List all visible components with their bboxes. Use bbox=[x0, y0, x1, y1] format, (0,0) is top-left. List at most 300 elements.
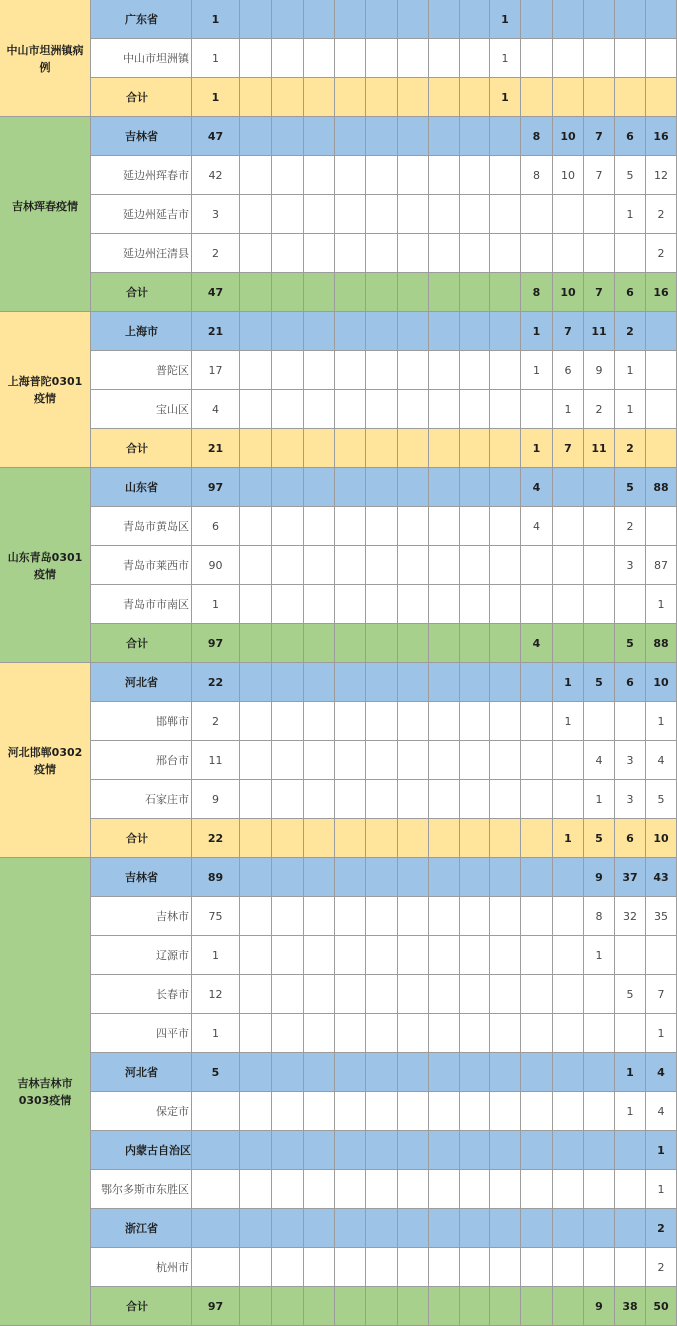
day-count-cell bbox=[490, 507, 521, 546]
day-count-cell bbox=[490, 195, 521, 234]
day-count-cell bbox=[615, 39, 646, 78]
day-count-cell bbox=[240, 1131, 272, 1170]
day-count-cell bbox=[240, 819, 272, 858]
day-count-cell: 7 bbox=[584, 117, 615, 156]
province-name: 吉林省 bbox=[91, 858, 192, 897]
day-count-cell bbox=[521, 780, 553, 819]
day-count-cell bbox=[304, 78, 335, 117]
day-count-cell bbox=[335, 741, 366, 780]
day-count-cell bbox=[460, 702, 490, 741]
day-count-cell bbox=[429, 1053, 460, 1092]
total-count-cell: 17 bbox=[192, 351, 240, 390]
day-count-cell bbox=[553, 858, 584, 897]
day-count-cell bbox=[460, 507, 490, 546]
day-count-cell bbox=[335, 663, 366, 702]
day-count-cell bbox=[553, 195, 584, 234]
day-count-cell bbox=[398, 624, 429, 663]
day-count-cell bbox=[460, 624, 490, 663]
day-count-cell bbox=[460, 1014, 490, 1053]
day-count-cell bbox=[584, 234, 615, 273]
day-count-cell bbox=[335, 897, 366, 936]
day-count-cell bbox=[304, 234, 335, 273]
day-count-cell bbox=[335, 1014, 366, 1053]
day-count-cell bbox=[429, 585, 460, 624]
day-count-cell bbox=[398, 585, 429, 624]
total-count-cell: 22 bbox=[192, 663, 240, 702]
total-count-cell: 12 bbox=[192, 975, 240, 1014]
day-count-cell bbox=[490, 312, 521, 351]
day-count-cell bbox=[584, 78, 615, 117]
day-count-cell bbox=[335, 351, 366, 390]
day-count-cell bbox=[240, 1248, 272, 1287]
day-count-cell bbox=[490, 741, 521, 780]
day-count-cell bbox=[490, 156, 521, 195]
total-count-cell bbox=[192, 1170, 240, 1209]
day-count-cell bbox=[429, 897, 460, 936]
day-count-cell bbox=[240, 1209, 272, 1248]
day-count-cell bbox=[366, 468, 398, 507]
day-count-cell bbox=[240, 663, 272, 702]
total-count-cell bbox=[192, 1131, 240, 1170]
day-count-cell: 1 bbox=[553, 819, 584, 858]
day-count-cell: 4 bbox=[646, 1092, 677, 1131]
day-count-cell bbox=[460, 585, 490, 624]
day-count-cell: 16 bbox=[646, 117, 677, 156]
day-count-cell: 5 bbox=[646, 780, 677, 819]
province-name: 河北省 bbox=[91, 663, 192, 702]
day-count-cell bbox=[490, 702, 521, 741]
day-count-cell bbox=[398, 741, 429, 780]
day-count-cell bbox=[615, 585, 646, 624]
area-name: 石家庄市 bbox=[91, 780, 192, 819]
day-count-cell: 8 bbox=[521, 273, 553, 312]
day-count-cell bbox=[460, 1131, 490, 1170]
day-count-cell: 2 bbox=[646, 1209, 677, 1248]
day-count-cell bbox=[521, 195, 553, 234]
day-count-cell: 2 bbox=[584, 390, 615, 429]
day-count-cell bbox=[553, 1287, 584, 1326]
day-count-cell bbox=[398, 234, 429, 273]
day-count-cell bbox=[460, 897, 490, 936]
day-count-cell bbox=[521, 234, 553, 273]
area-name: 青岛市市南区 bbox=[91, 585, 192, 624]
day-count-cell bbox=[646, 429, 677, 468]
day-count-cell bbox=[304, 1092, 335, 1131]
day-count-cell bbox=[615, 1131, 646, 1170]
day-count-cell bbox=[304, 1170, 335, 1209]
day-count-cell bbox=[460, 351, 490, 390]
day-count-cell bbox=[240, 429, 272, 468]
total-count-cell: 42 bbox=[192, 156, 240, 195]
day-count-cell: 6 bbox=[553, 351, 584, 390]
day-count-cell bbox=[553, 936, 584, 975]
day-count-cell bbox=[366, 585, 398, 624]
day-count-cell bbox=[553, 39, 584, 78]
day-count-cell bbox=[398, 195, 429, 234]
day-count-cell bbox=[521, 1170, 553, 1209]
day-count-cell: 7 bbox=[553, 312, 584, 351]
day-count-cell bbox=[304, 858, 335, 897]
day-count-cell bbox=[460, 975, 490, 1014]
day-count-cell: 1 bbox=[584, 780, 615, 819]
day-count-cell bbox=[240, 1287, 272, 1326]
day-count-cell bbox=[304, 507, 335, 546]
day-count-cell bbox=[584, 1131, 615, 1170]
day-count-cell bbox=[398, 78, 429, 117]
day-count-cell bbox=[490, 273, 521, 312]
day-count-cell bbox=[584, 702, 615, 741]
day-count-cell bbox=[335, 390, 366, 429]
group-name-cell: 上海普陀0301疫情 bbox=[0, 312, 91, 468]
day-count-cell: 7 bbox=[584, 273, 615, 312]
day-count-cell bbox=[521, 1053, 553, 1092]
day-count-cell bbox=[366, 1209, 398, 1248]
day-count-cell bbox=[272, 897, 304, 936]
day-count-cell bbox=[398, 819, 429, 858]
day-count-cell: 1 bbox=[584, 936, 615, 975]
day-count-cell: 88 bbox=[646, 468, 677, 507]
day-count-cell bbox=[398, 1053, 429, 1092]
day-count-cell bbox=[615, 1209, 646, 1248]
total-label: 合计 bbox=[91, 624, 192, 663]
area-name: 四平市 bbox=[91, 1014, 192, 1053]
day-count-cell bbox=[240, 117, 272, 156]
total-count-cell bbox=[192, 1209, 240, 1248]
day-count-cell bbox=[521, 390, 553, 429]
day-count-cell bbox=[272, 390, 304, 429]
day-count-cell bbox=[240, 1053, 272, 1092]
day-count-cell bbox=[366, 936, 398, 975]
day-count-cell bbox=[490, 1287, 521, 1326]
area-name: 长春市 bbox=[91, 975, 192, 1014]
day-count-cell bbox=[553, 741, 584, 780]
day-count-cell bbox=[521, 975, 553, 1014]
day-count-cell: 50 bbox=[646, 1287, 677, 1326]
day-count-cell bbox=[398, 1248, 429, 1287]
day-count-cell bbox=[366, 507, 398, 546]
area-name: 延边州延吉市 bbox=[91, 195, 192, 234]
day-count-cell bbox=[240, 702, 272, 741]
day-count-cell bbox=[304, 312, 335, 351]
day-count-cell bbox=[615, 1014, 646, 1053]
day-count-cell bbox=[272, 975, 304, 1014]
day-count-cell bbox=[398, 780, 429, 819]
day-count-cell bbox=[366, 819, 398, 858]
total-count-cell: 9 bbox=[192, 780, 240, 819]
total-count-cell: 3 bbox=[192, 195, 240, 234]
day-count-cell bbox=[521, 1131, 553, 1170]
day-count-cell bbox=[366, 39, 398, 78]
day-count-cell: 8 bbox=[521, 156, 553, 195]
day-count-cell: 3 bbox=[615, 741, 646, 780]
day-count-cell bbox=[553, 624, 584, 663]
day-count-cell bbox=[335, 1092, 366, 1131]
day-count-cell: 6 bbox=[615, 117, 646, 156]
day-count-cell bbox=[429, 273, 460, 312]
day-count-cell bbox=[304, 702, 335, 741]
day-count-cell: 1 bbox=[615, 351, 646, 390]
day-count-cell bbox=[553, 1209, 584, 1248]
day-count-cell bbox=[304, 741, 335, 780]
day-count-cell bbox=[304, 156, 335, 195]
day-count-cell bbox=[521, 702, 553, 741]
day-count-cell: 11 bbox=[584, 429, 615, 468]
total-count-cell: 2 bbox=[192, 234, 240, 273]
day-count-cell bbox=[490, 1209, 521, 1248]
day-count-cell bbox=[490, 1170, 521, 1209]
day-count-cell bbox=[490, 1131, 521, 1170]
day-count-cell bbox=[398, 1170, 429, 1209]
day-count-cell bbox=[521, 0, 553, 39]
day-count-cell: 38 bbox=[615, 1287, 646, 1326]
total-count-cell: 22 bbox=[192, 819, 240, 858]
day-count-cell bbox=[460, 156, 490, 195]
day-count-cell bbox=[553, 1053, 584, 1092]
day-count-cell: 1 bbox=[521, 312, 553, 351]
day-count-cell bbox=[521, 936, 553, 975]
day-count-cell bbox=[584, 39, 615, 78]
day-count-cell: 2 bbox=[615, 429, 646, 468]
area-name: 鄂尔多斯市东胜区 bbox=[91, 1170, 192, 1209]
day-count-cell: 16 bbox=[646, 273, 677, 312]
day-count-cell bbox=[335, 546, 366, 585]
day-count-cell bbox=[272, 741, 304, 780]
day-count-cell bbox=[429, 234, 460, 273]
day-count-cell: 5 bbox=[615, 975, 646, 1014]
day-count-cell bbox=[240, 507, 272, 546]
day-count-cell bbox=[304, 819, 335, 858]
day-count-cell bbox=[460, 663, 490, 702]
day-count-cell bbox=[240, 1092, 272, 1131]
day-count-cell bbox=[240, 234, 272, 273]
day-count-cell bbox=[366, 1092, 398, 1131]
day-count-cell bbox=[304, 468, 335, 507]
province-name: 河北省 bbox=[91, 1053, 192, 1092]
day-count-cell bbox=[460, 312, 490, 351]
day-count-cell bbox=[272, 624, 304, 663]
day-count-cell bbox=[553, 234, 584, 273]
day-count-cell bbox=[272, 663, 304, 702]
day-count-cell bbox=[398, 663, 429, 702]
day-count-cell: 10 bbox=[646, 663, 677, 702]
day-count-cell bbox=[460, 0, 490, 39]
day-count-cell bbox=[366, 1131, 398, 1170]
day-count-cell bbox=[272, 234, 304, 273]
day-count-cell bbox=[335, 936, 366, 975]
day-count-cell bbox=[240, 0, 272, 39]
day-count-cell bbox=[272, 429, 304, 468]
group-name-cell: 中山市坦洲镇病例 bbox=[0, 0, 91, 117]
day-count-cell bbox=[460, 273, 490, 312]
area-name: 延边州汪清县 bbox=[91, 234, 192, 273]
day-count-cell bbox=[398, 117, 429, 156]
area-name: 青岛市莱西市 bbox=[91, 546, 192, 585]
day-count-cell bbox=[335, 1287, 366, 1326]
day-count-cell bbox=[490, 1053, 521, 1092]
day-count-cell: 9 bbox=[584, 858, 615, 897]
day-count-cell bbox=[366, 546, 398, 585]
day-count-cell bbox=[584, 1014, 615, 1053]
day-count-cell bbox=[460, 1053, 490, 1092]
day-count-cell: 1 bbox=[615, 390, 646, 429]
day-count-cell bbox=[584, 1170, 615, 1209]
day-count-cell bbox=[429, 858, 460, 897]
day-count-cell: 2 bbox=[615, 507, 646, 546]
day-count-cell bbox=[240, 468, 272, 507]
day-count-cell bbox=[490, 468, 521, 507]
total-count-cell: 6 bbox=[192, 507, 240, 546]
day-count-cell bbox=[460, 78, 490, 117]
day-count-cell bbox=[521, 858, 553, 897]
day-count-cell bbox=[429, 936, 460, 975]
day-count-cell: 4 bbox=[584, 741, 615, 780]
total-count-cell: 5 bbox=[192, 1053, 240, 1092]
day-count-cell bbox=[429, 1209, 460, 1248]
day-count-cell bbox=[553, 507, 584, 546]
area-name: 中山市坦洲镇 bbox=[91, 39, 192, 78]
day-count-cell bbox=[335, 975, 366, 1014]
day-count-cell bbox=[521, 741, 553, 780]
day-count-cell bbox=[429, 780, 460, 819]
day-count-cell bbox=[335, 1170, 366, 1209]
day-count-cell bbox=[584, 1092, 615, 1131]
day-count-cell bbox=[615, 0, 646, 39]
day-count-cell bbox=[272, 156, 304, 195]
day-count-cell bbox=[429, 663, 460, 702]
day-count-cell bbox=[366, 195, 398, 234]
day-count-cell bbox=[460, 1170, 490, 1209]
province-name: 浙江省 bbox=[91, 1209, 192, 1248]
day-count-cell: 10 bbox=[553, 117, 584, 156]
day-count-cell bbox=[398, 468, 429, 507]
day-count-cell: 12 bbox=[646, 156, 677, 195]
day-count-cell bbox=[429, 390, 460, 429]
day-count-cell bbox=[335, 468, 366, 507]
day-count-cell: 1 bbox=[646, 1131, 677, 1170]
day-count-cell bbox=[304, 1014, 335, 1053]
area-name: 保定市 bbox=[91, 1092, 192, 1131]
day-count-cell: 4 bbox=[521, 507, 553, 546]
day-count-cell: 1 bbox=[490, 0, 521, 39]
total-label: 合计 bbox=[91, 819, 192, 858]
total-count-cell: 1 bbox=[192, 1014, 240, 1053]
total-label: 合计 bbox=[91, 273, 192, 312]
day-count-cell bbox=[553, 1014, 584, 1053]
day-count-cell bbox=[646, 39, 677, 78]
area-name: 吉林市 bbox=[91, 897, 192, 936]
day-count-cell: 10 bbox=[553, 273, 584, 312]
day-count-cell bbox=[335, 1053, 366, 1092]
day-count-cell: 5 bbox=[584, 819, 615, 858]
day-count-cell: 5 bbox=[615, 156, 646, 195]
day-count-cell bbox=[460, 234, 490, 273]
day-count-cell: 5 bbox=[615, 468, 646, 507]
day-count-cell: 6 bbox=[615, 273, 646, 312]
day-count-cell bbox=[460, 741, 490, 780]
day-count-cell bbox=[398, 702, 429, 741]
day-count-cell: 4 bbox=[646, 1053, 677, 1092]
area-name: 邯郸市 bbox=[91, 702, 192, 741]
day-count-cell: 88 bbox=[646, 624, 677, 663]
day-count-cell bbox=[272, 819, 304, 858]
day-count-cell bbox=[490, 897, 521, 936]
day-count-cell bbox=[553, 897, 584, 936]
day-count-cell bbox=[272, 1014, 304, 1053]
group-name-cell: 吉林珲春疫情 bbox=[0, 117, 91, 312]
day-count-cell bbox=[240, 1170, 272, 1209]
day-count-cell bbox=[304, 1209, 335, 1248]
day-count-cell bbox=[272, 546, 304, 585]
day-count-cell bbox=[490, 624, 521, 663]
day-count-cell bbox=[335, 858, 366, 897]
day-count-cell bbox=[366, 312, 398, 351]
day-count-cell bbox=[429, 312, 460, 351]
day-count-cell bbox=[398, 507, 429, 546]
day-count-cell bbox=[490, 351, 521, 390]
total-count-cell: 21 bbox=[192, 429, 240, 468]
area-name: 辽源市 bbox=[91, 936, 192, 975]
day-count-cell bbox=[398, 975, 429, 1014]
day-count-cell bbox=[366, 741, 398, 780]
day-count-cell bbox=[304, 1053, 335, 1092]
day-count-cell: 4 bbox=[646, 741, 677, 780]
day-count-cell: 3 bbox=[615, 546, 646, 585]
day-count-cell bbox=[304, 39, 335, 78]
day-count-cell bbox=[272, 312, 304, 351]
day-count-cell bbox=[584, 0, 615, 39]
day-count-cell bbox=[272, 585, 304, 624]
day-count-cell bbox=[366, 1053, 398, 1092]
day-count-cell bbox=[460, 429, 490, 468]
day-count-cell bbox=[304, 195, 335, 234]
day-count-cell bbox=[366, 663, 398, 702]
day-count-cell bbox=[553, 546, 584, 585]
day-count-cell bbox=[240, 741, 272, 780]
day-count-cell bbox=[584, 1053, 615, 1092]
day-count-cell bbox=[398, 390, 429, 429]
day-count-cell: 7 bbox=[646, 975, 677, 1014]
day-count-cell bbox=[366, 429, 398, 468]
total-count-cell: 90 bbox=[192, 546, 240, 585]
day-count-cell bbox=[335, 429, 366, 468]
day-count-cell bbox=[304, 975, 335, 1014]
day-count-cell bbox=[272, 1209, 304, 1248]
day-count-cell: 6 bbox=[615, 819, 646, 858]
day-count-cell bbox=[335, 780, 366, 819]
day-count-cell bbox=[304, 1248, 335, 1287]
day-count-cell bbox=[335, 39, 366, 78]
day-count-cell bbox=[646, 507, 677, 546]
day-count-cell bbox=[335, 507, 366, 546]
day-count-cell: 6 bbox=[615, 663, 646, 702]
day-count-cell bbox=[615, 1248, 646, 1287]
area-name: 邢台市 bbox=[91, 741, 192, 780]
day-count-cell bbox=[240, 351, 272, 390]
day-count-cell bbox=[429, 117, 460, 156]
day-count-cell: 4 bbox=[521, 624, 553, 663]
day-count-cell: 1 bbox=[646, 585, 677, 624]
total-count-cell: 47 bbox=[192, 117, 240, 156]
day-count-cell bbox=[335, 273, 366, 312]
day-count-cell bbox=[366, 0, 398, 39]
day-count-cell bbox=[584, 624, 615, 663]
total-count-cell: 97 bbox=[192, 468, 240, 507]
day-count-cell bbox=[335, 195, 366, 234]
day-count-cell bbox=[304, 936, 335, 975]
day-count-cell bbox=[304, 351, 335, 390]
day-count-cell: 87 bbox=[646, 546, 677, 585]
day-count-cell bbox=[272, 468, 304, 507]
